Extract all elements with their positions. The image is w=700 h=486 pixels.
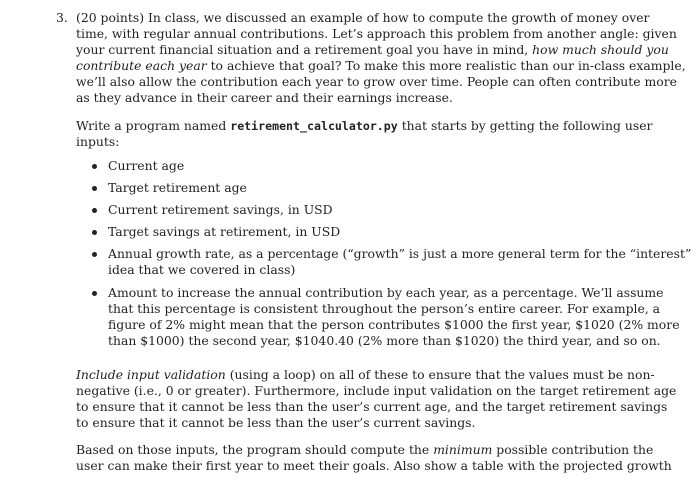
list-item: Annual growth rate, as a percentage (“growth” is just a more general term for the “interest” idea that we covered in class)	[92, 246, 642, 278]
program-filename: retirement_calculator.py	[230, 119, 398, 133]
bullet-icon	[92, 164, 97, 169]
emphasis-text: Include input validation	[76, 367, 226, 382]
intro-line: we’ll also allow the contribution each year to grow over time. People can often contribute more	[76, 74, 677, 89]
validation-line: negative (i.e., 0 or greater). Furthermore, include input validation on the target retirement age	[76, 383, 677, 398]
intro-paragraph	[76, 10, 686, 106]
question-number: 3.	[56, 10, 68, 25]
final-line: Based on those inputs, the program should compute the minimum possible contribution the	[76, 442, 654, 457]
final-line: user can make their first year to meet their goals. Also show a table with the projected growth	[76, 458, 672, 473]
emphasis-text: minimum	[433, 442, 493, 457]
program-line: Write a program named retirement_calculator.py that starts by getting the following user	[76, 118, 653, 133]
bullet-icon	[92, 208, 97, 213]
intro-line: contribute each year to achieve that goal? To make this more realistic than our in-class example,	[76, 58, 686, 73]
validation-line: Include input validation (using a loop) on all of these to ensure that the values must be non-	[76, 367, 655, 382]
emphasis-text: contribute each year	[76, 58, 207, 73]
bullet-icon	[92, 186, 97, 191]
validation-line: to ensure that it cannot be less than the user’s current age, and the target retirement savings	[76, 399, 668, 414]
validation-line: to ensure that it cannot be less than the user’s current savings.	[76, 415, 476, 430]
bullet-icon	[92, 291, 97, 296]
intro-line: your current financial situation and a retirement goal you have in mind, how much should you	[76, 42, 669, 57]
validation-paragraph	[76, 367, 677, 431]
intro-line: time, with regular annual contributions. Let’s approach this problem from another angle: given	[76, 26, 677, 41]
emphasis-text: how much should you	[532, 42, 669, 57]
program-line: inputs:	[76, 134, 120, 149]
intro-line: (20 points) In class, we discussed an example of how to compute the growth of money over	[76, 10, 650, 25]
bullet-icon	[92, 230, 97, 235]
list-item: Amount to increase the annual contribution by each year, as a percentage. We’ll assume that this percentage is consistent throughout the person’s entire career. For example, a figure of 2% might mean that the person contributes $1000 the first year, $1020 (2% more than $1000) the second year, $1040.40 (2% more than $1020) the third year, and so on.	[92, 285, 642, 349]
list-item: Current age	[92, 158, 642, 174]
list-item: Target savings at retirement, in USD	[92, 224, 642, 240]
program-paragraph	[76, 118, 653, 150]
list-item: Target retirement age	[92, 180, 642, 196]
list-item: Current retirement savings, in USD	[92, 202, 642, 218]
final-paragraph	[76, 442, 672, 474]
input-list	[92, 158, 692, 349]
bullet-icon	[92, 252, 97, 257]
intro-line: as they advance in their career and their earnings increase.	[76, 90, 453, 105]
